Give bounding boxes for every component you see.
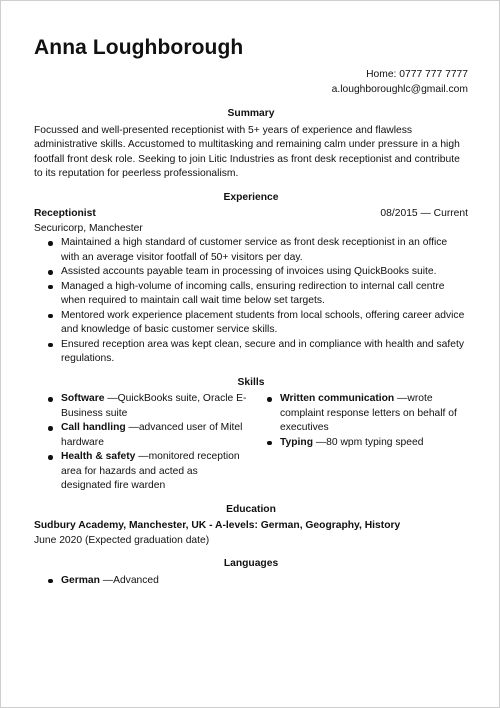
resume-content bbox=[34, 34, 468, 588]
language-level: —Advanced bbox=[99, 574, 159, 586]
languages-list bbox=[34, 574, 468, 589]
skill-name: Written communication bbox=[280, 393, 395, 404]
skill-detail: —advanced user of Mitel hardware bbox=[61, 422, 243, 448]
skill-name: Health & safety bbox=[61, 451, 136, 462]
experience-heading: Experience bbox=[223, 191, 279, 203]
candidate-name: Anna Loughborough bbox=[34, 36, 244, 59]
skills-column-left bbox=[34, 392, 251, 494]
language-name: German bbox=[61, 574, 100, 586]
experience-bullet-list bbox=[34, 236, 468, 367]
job-company: Securicorp, Manchester bbox=[34, 222, 143, 234]
skills-column-right bbox=[253, 392, 458, 494]
education-heading: Education bbox=[226, 503, 276, 515]
skills-heading: Skills bbox=[237, 376, 265, 388]
experience-bullet: Assisted accounts payable team in processing of invoices using QuickBooks suite. bbox=[34, 265, 468, 280]
skill-name: Call handling bbox=[61, 422, 126, 433]
skills-grid bbox=[34, 392, 468, 494]
experience-bullet: Ensured reception area was kept clean, secure and in compliance with health and safety regulations. bbox=[34, 338, 468, 367]
languages-heading: Languages bbox=[223, 558, 279, 569]
skill-name: Typing bbox=[280, 436, 313, 448]
skill-name: Software bbox=[61, 393, 105, 404]
skill-item bbox=[253, 436, 458, 451]
skill-item bbox=[34, 421, 251, 450]
experience-bullet: Maintained a high standard of customer service as front desk receptionist in an office with an average visitor footfall of 50+ visitors per day. bbox=[34, 236, 468, 265]
experience-bullet: Managed a high-volume of incoming calls, ensuring redirection to internal call centre when required to maintain call wait time below set targets. bbox=[34, 280, 468, 309]
skill-item bbox=[253, 392, 458, 436]
skill-detail: —wrote complaint response letters on behalf of executives bbox=[280, 393, 457, 433]
phone-number: Home: 0777 777 7777 bbox=[366, 69, 468, 80]
summary-text: Focussed and well-presented receptionist with 5+ years of experience and flawless administrative skills. Accustomed to multitasking and remaining calm under pressure in a high footfall front desk role. Seeking to join Litic Industries as front desk receptionist and contribute to its reputation for peerless professionalism. bbox=[34, 124, 460, 179]
job-header bbox=[34, 207, 468, 222]
skill-detail: —80 wpm typing speed bbox=[312, 436, 424, 448]
contact-block bbox=[34, 68, 468, 97]
skill-item bbox=[34, 450, 251, 494]
email-address: a.loughboroughlc@gmail.com bbox=[331, 83, 468, 95]
job-title: Receptionist bbox=[34, 208, 96, 219]
experience-bullet: Mentored work experience placement students from local schools, offering career advice and knowledge of basic customer service skills. bbox=[34, 309, 468, 338]
skill-detail: —QuickBooks suite, Oracle E-Business suite bbox=[61, 393, 247, 419]
summary-heading: Summary bbox=[227, 108, 275, 119]
education-date: June 2020 (Expected graduation date) bbox=[34, 534, 210, 546]
skill-item bbox=[34, 392, 251, 421]
language-item bbox=[34, 574, 468, 589]
education-institution: Sudbury Academy, Manchester, UK - A-levels: German, Geography, History bbox=[34, 520, 401, 531]
skill-detail: —monitored reception area for hazards and acted as designated fire warden bbox=[61, 451, 240, 491]
job-dates: 08/2015 — Current bbox=[380, 208, 468, 219]
